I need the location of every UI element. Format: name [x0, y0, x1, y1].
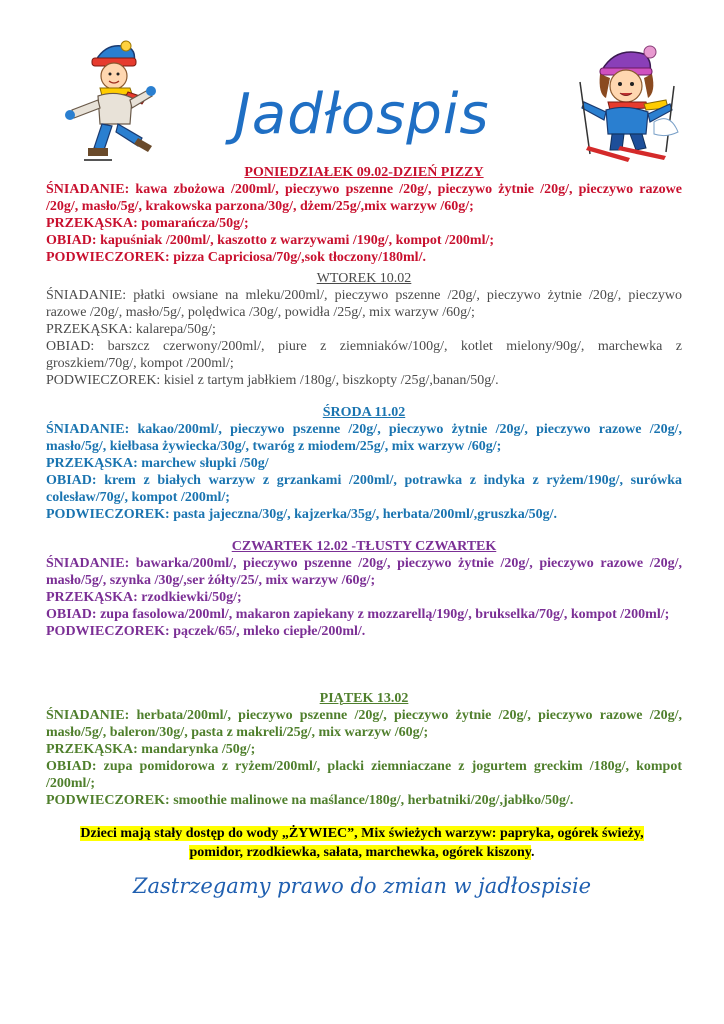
meal-label: ŚNIADANIE:: [46, 288, 127, 303]
meal-text: mandarynka /50g/;: [137, 742, 256, 757]
day-header: PONIEDZIAŁEK 09.02-DZIEŃ PIZZY: [244, 165, 484, 180]
meal-label: ŚNIADANIE:: [46, 422, 130, 437]
day-header: WTOREK 10.02: [316, 271, 412, 286]
menu-line-breakfast: [46, 287, 682, 321]
day-header: ŚRODA 11.02: [322, 405, 406, 420]
menu-line-breakfast: [46, 181, 682, 215]
menu-line-afternoon-snack: [46, 506, 682, 523]
meal-label: OBIAD:: [46, 339, 95, 354]
page-title: Jadłospis: [234, 82, 490, 147]
menu-line-afternoon-snack: [46, 623, 682, 640]
meal-text: herbata/200ml/, pieczywo pszenne /20g/, pieczywo żytnie /20g/, pieczywo razowe /20g/, masło/5g/, baleron/30g/, pasta z makreli/25g/, mix warzyw /60g/;: [46, 708, 682, 740]
menu-line-breakfast: [46, 555, 682, 589]
menu-line-breakfast: [46, 421, 682, 455]
meal-text: kisiel z tartym jabłkiem /180g/, biszkopty /25g/,banan/50g/.: [160, 373, 499, 388]
footer-disclaimer: Zastrzegamy prawo do zmian w jadłospisie: [132, 874, 592, 898]
note-line-2-end: .: [531, 845, 535, 860]
meal-label: ŚNIADANIE:: [46, 708, 130, 723]
day-wednesday: [46, 404, 682, 523]
menu-line-breakfast: [46, 707, 682, 741]
meal-label: PODWIECZOREK:: [46, 624, 170, 639]
day-header: PIĄTEK 13.02: [319, 691, 409, 706]
meal-label: PODWIECZOREK:: [46, 373, 161, 388]
menu-line-snack: [46, 741, 682, 758]
meal-text: smoothie malinowe na maślance/180g/, herbatniki/20g/,jabłko/50g/.: [169, 793, 574, 808]
meal-label: PRZEKĄSKA:: [46, 742, 138, 757]
meal-text: pączek/65/, mleko ciepłe/200ml/.: [169, 624, 366, 639]
meal-text: kalarepa/50g/;: [132, 322, 216, 337]
meal-label: ŚNIADANIE:: [46, 182, 130, 197]
day-header: CZWARTEK 12.02 -TŁUSTY CZWARTEK: [231, 539, 497, 554]
meal-label: PRZEKĄSKA:: [46, 456, 138, 471]
meal-text: kakao/200ml/, pieczywo pszenne /20g/, pieczywo żytnie /20g/, pieczywo razowe /20g/, masło/5g/, kiełbasa żywiecka/30g/, twaróg z miodem/25g/, mix warzyw /60g/;: [46, 422, 682, 454]
day-tuesday: [46, 270, 682, 389]
meal-text: pasta jajeczna/30g/, kajzerka/35g/, herbata/200ml/,gruszka/50g/.: [169, 507, 557, 522]
meal-text: barszcz czerwony/200ml/, piure z ziemniaków/100g/, kotlet mielony/90g/, marchewka z groszkiem/70g/, kompot /200ml/;: [46, 339, 682, 371]
day-monday: [46, 164, 682, 266]
meal-label: OBIAD:: [46, 473, 97, 488]
meal-label: ŚNIADANIE:: [46, 556, 130, 571]
meal-text: pizza Capriciosa/70g/,sok tłoczony/180ml/.: [169, 250, 426, 265]
menu-line-snack: [46, 589, 682, 606]
menu-line-lunch: [46, 606, 682, 623]
note-line-1: Dzieci mają stały dostęp do wody „ŻYWIEC”, Mix świeżych warzyw: papryka, ogórek świeży,: [80, 826, 644, 841]
meal-text: zupa pomidorowa z ryżem/200ml/, placki ziemniaczane z jogurtem greckim /180g/, kompot /200ml/;: [46, 759, 682, 791]
meal-label: PRZEKĄSKA:: [46, 590, 138, 605]
menu-line-lunch: [46, 338, 682, 372]
meal-text: bawarka/200ml/, pieczywo pszenne /20g/, pieczywo żytnie /20g/, pieczywo razowe /20g/, masło/5g/, szynka /30g/,ser żółty/25/, mix warzyw /60g/;: [46, 556, 682, 588]
menu-line-lunch: [46, 232, 682, 249]
menu-line-snack: [46, 455, 682, 472]
meal-text: rzodkiewki/50g/;: [137, 590, 242, 605]
day-friday: [46, 690, 682, 809]
meal-label: PODWIECZOREK:: [46, 250, 170, 265]
menu-line-snack: [46, 215, 682, 232]
meal-label: OBIAD:: [46, 759, 97, 774]
menu-line-afternoon-snack: [46, 792, 682, 809]
meal-label: OBIAD:: [46, 233, 97, 248]
meal-label: PODWIECZOREK:: [46, 793, 170, 808]
meal-text: krem z białych warzyw z grzankami /200ml/, potrawka z indyka z ryżem/190g/, surówka colesław/70g/, kompot /200ml/;: [46, 473, 682, 505]
menu-line-lunch: [46, 472, 682, 506]
menu-line-afternoon-snack: [46, 372, 682, 389]
water-note: [60, 824, 664, 862]
meal-text: marchew słupki /50g/: [137, 456, 269, 471]
day-thursday: [46, 538, 682, 640]
meal-text: zupa fasolowa/200ml/, makaron zapiekany z mozzarellą/190g/, brukselka/70g/, kompot /200ml/;: [96, 607, 670, 622]
meal-text: kapuśniak /200ml/, kaszotto z warzywami /190g/, kompot /200ml/;: [96, 233, 495, 248]
meal-text: płatki owsiane na mleku/200ml/, pieczywo pszenne /20g/, pieczywo żytnie /20g/, pieczywo razowe /20g/, masło/5g/, polędwica /30g/, powidła /25g/, mix warzyw /60g/;: [46, 288, 682, 320]
meal-text: kawa zbożowa /200ml/, pieczywo pszenne /20g/, pieczywo żytnie /20g/, pieczywo razowe /20g/, masło/5g/, krakowska parzona/30g/, dżem/25g/,mix warzyw /60g/;: [46, 182, 682, 214]
menu-line-snack: [46, 321, 682, 338]
menu-line-afternoon-snack: [46, 249, 682, 266]
meal-text: pomarańcza/50g/;: [137, 216, 249, 231]
meal-label: PRZEKĄSKA:: [46, 322, 133, 337]
menu-line-lunch: [46, 758, 682, 792]
meal-label: OBIAD:: [46, 607, 97, 622]
note-line-2: pomidor, rzodkiewka, sałata, marchewka, ogórek kiszony: [189, 845, 532, 860]
meal-label: PODWIECZOREK:: [46, 507, 170, 522]
meal-label: PRZEKĄSKA:: [46, 216, 138, 231]
